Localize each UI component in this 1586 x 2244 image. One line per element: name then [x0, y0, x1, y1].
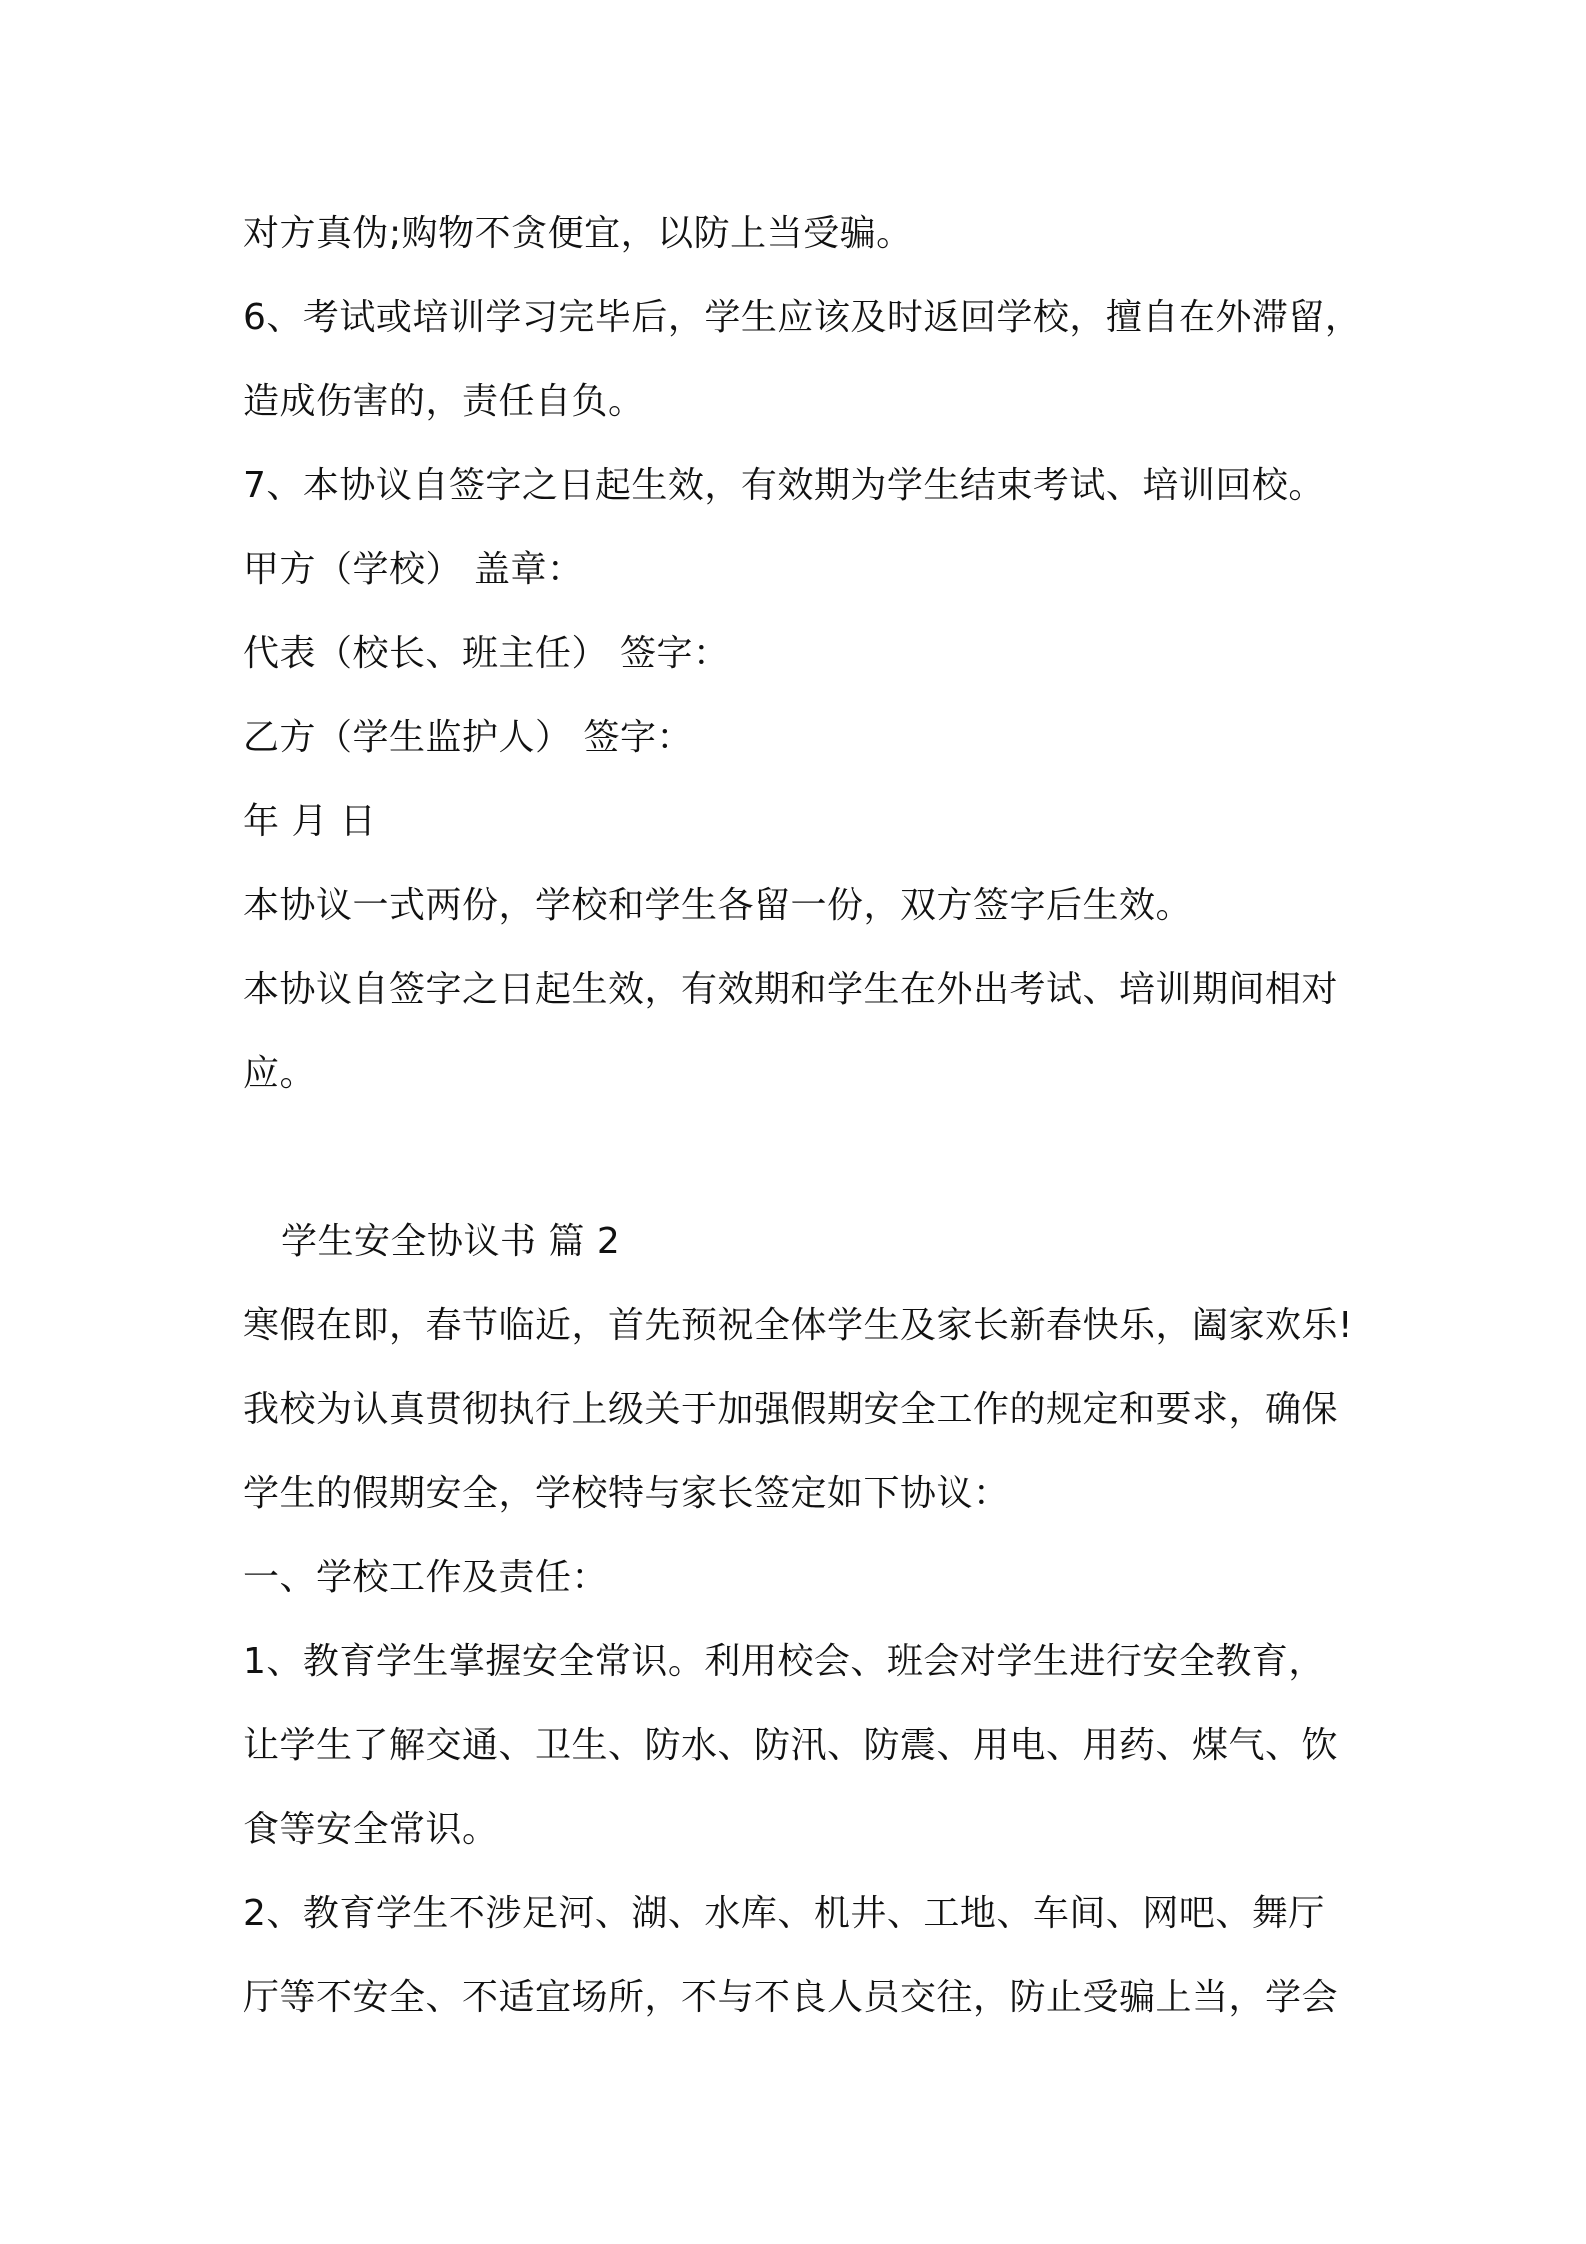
paragraph-line: 应。 — [243, 1053, 317, 1094]
paragraph-line: 食等安全常识。 — [243, 1809, 499, 1850]
signature-line-party-b: 乙方（学生监护人） 签字： — [243, 717, 693, 758]
date-line: 年 月 日 — [243, 801, 377, 842]
paragraph-line: 7、本协议自签字之日起生效，有效期为学生结束考试、培训回校。 — [243, 465, 1325, 506]
paragraph-line: 造成伤害的，责任自负。 — [243, 381, 645, 422]
document-body — [243, 192, 1383, 2040]
signature-line-representative: 代表（校长、班主任） 签字： — [243, 633, 730, 674]
paragraph-line: 本协议一式两份，学校和学生各留一份，双方签字后生效。 — [243, 885, 1193, 926]
paragraph-line: 我校为认真贯彻执行上级关于加强假期安全工作的规定和要求，确保 — [243, 1389, 1339, 1430]
paragraph-line: 寒假在即，春节临近，首先预祝全体学生及家长新春快乐，阖家欢乐! — [243, 1305, 1353, 1346]
paragraph-line: 本协议自签字之日起生效，有效期和学生在外出考试、培训期间相对 — [243, 969, 1339, 1010]
paragraph-line: 6、考试或培训学习完毕后，学生应该及时返回学校，擅自在外滞留， — [243, 297, 1362, 338]
paragraph-line: 2、教育学生不涉足河、湖、水库、机井、工地、车间、网吧、舞厅 — [243, 1893, 1325, 1934]
paragraph-line: 让学生了解交通、卫生、防水、防汛、防震、用电、用药、煤气、饮 — [243, 1725, 1339, 1766]
paragraph-line: 对方真伪;购物不贪便宜，以防上当受骗。 — [243, 213, 913, 254]
paragraph-line: 1、教育学生掌握安全常识。利用校会、班会对学生进行安全教育， — [243, 1641, 1325, 1682]
paragraph-line: 学生的假期安全，学校特与家长签定如下协议： — [243, 1473, 1010, 1514]
subheading-line: 一、学校工作及责任： — [243, 1557, 609, 1598]
signature-line-party-a: 甲方（学校） 盖章： — [243, 549, 584, 590]
paragraph-line: 厅等不安全、不适宜场所，不与不良人员交往，防止受骗上当，学会 — [243, 1977, 1339, 2018]
section-spacer — [243, 1116, 1383, 1200]
section-title: 学生安全协议书 篇 2 — [281, 1221, 621, 1262]
